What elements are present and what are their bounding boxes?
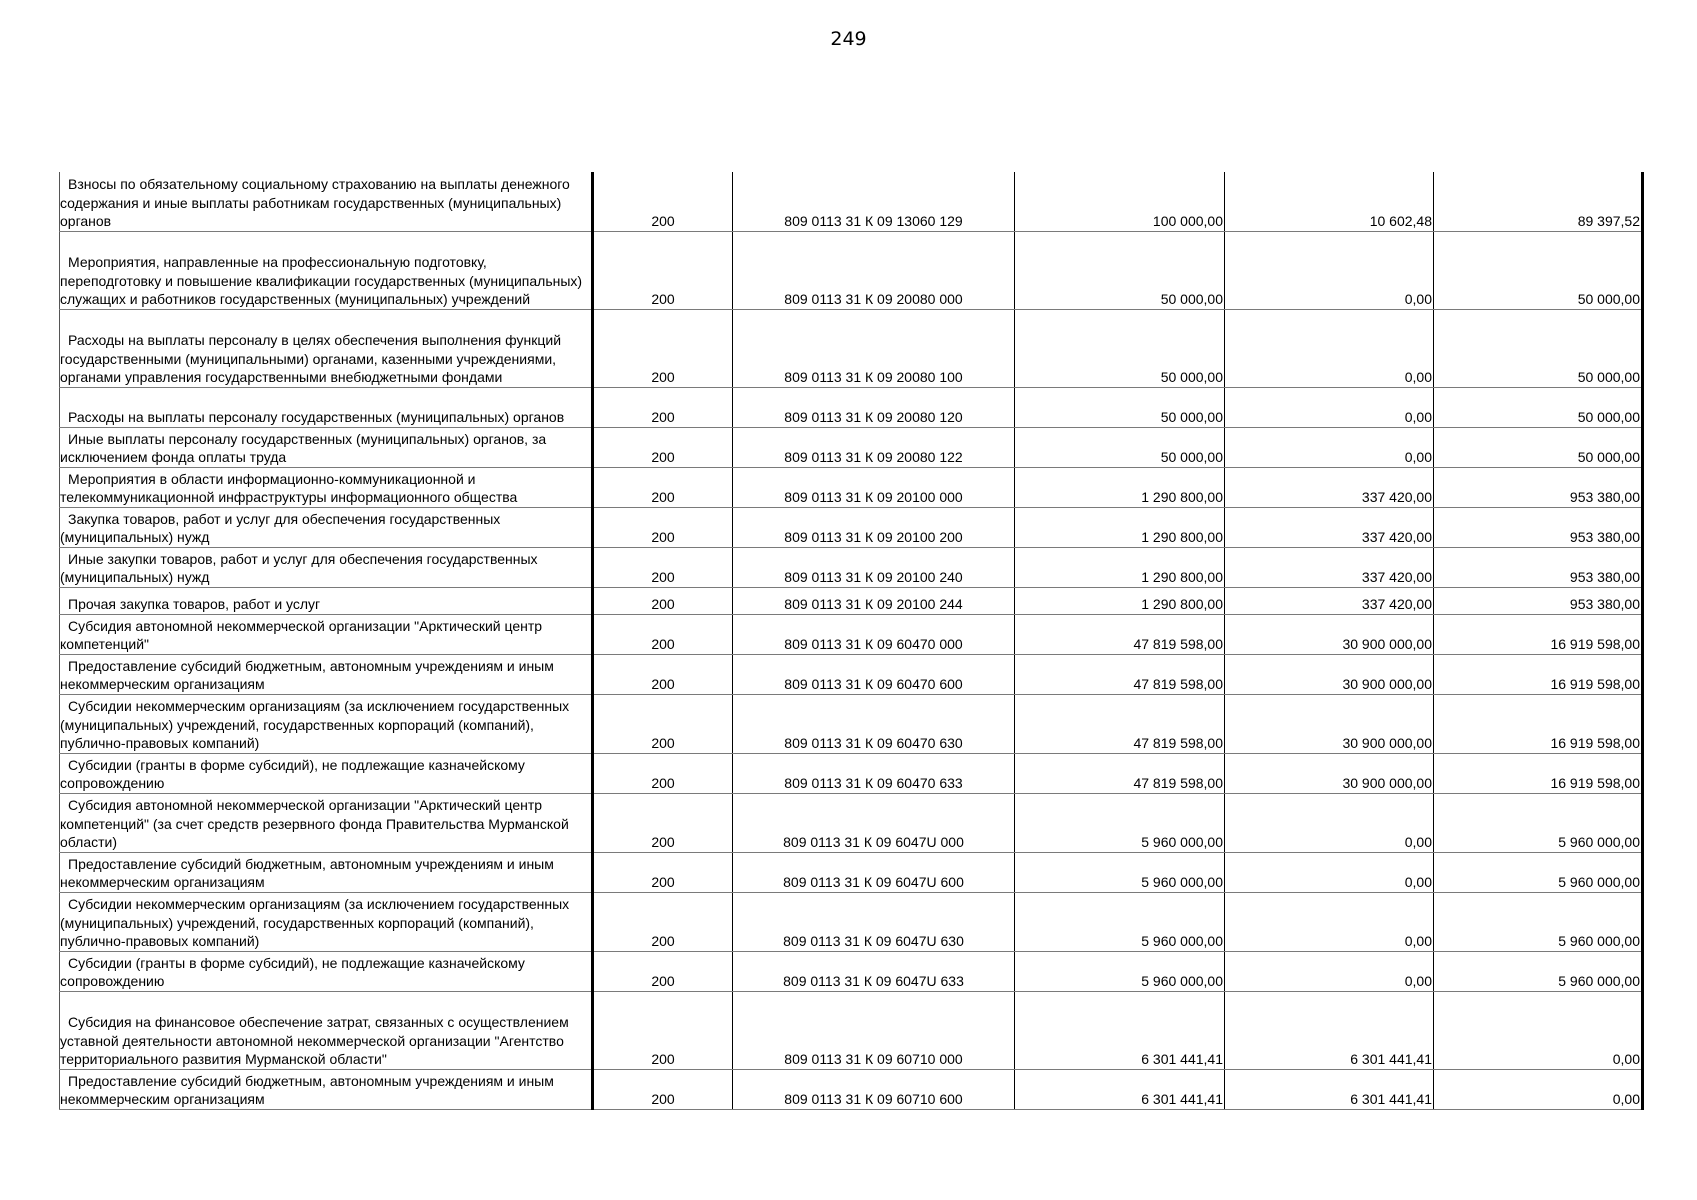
row-name: Взносы по обязательному социальному страхованию на выплаты денежного содержания и иные выплаты работникам государственных (муниципальных) органов [60, 172, 593, 231]
row-budget-code: 809 0113 31 К 09 13060 129 [733, 172, 1015, 231]
row-budget-code: 809 0113 31 К 09 60710 600 [733, 1069, 1015, 1109]
row-executed: 30 900 000,00 [1225, 694, 1434, 753]
table-row [60, 852, 1643, 892]
row-budget-code: 809 0113 31 К 09 60710 000 [733, 991, 1015, 1069]
table-row [60, 654, 1643, 694]
row-name: Прочая закупка товаров, работ и услуг [60, 587, 593, 614]
table-row [60, 694, 1643, 753]
row-executed: 6 301 441,41 [1225, 1069, 1434, 1109]
row-name: Субсидии некоммерческим организациям (за исключением государственных (муниципальных) учреждений, государственных корпораций (компаний), публично-правовых компаний) [60, 694, 593, 753]
row-name: Предоставление субсидий бюджетным, автономным учреждениям и иным некоммерческим организациям [60, 852, 593, 892]
row-name: Мероприятия, направленные на профессиональную подготовку, переподготовку и повышение квалификации государственных (муниципальных) служащих и работников государственных (муниципальных) учреждений [60, 231, 593, 309]
row-remaining: 16 919 598,00 [1434, 694, 1643, 753]
row-name: Иные закупки товаров, работ и услуг для обеспечения государственных (муниципальных) нужд [60, 547, 593, 587]
row-budget-code: 809 0113 31 К 09 6047U 633 [733, 951, 1015, 991]
row-remaining: 50 000,00 [1434, 309, 1643, 387]
budget-execution-table [59, 172, 1644, 1110]
row-name: Субсидии некоммерческим организациям (за исключением государственных (муниципальных) учреждений, государственных корпораций (компаний), публично-правовых компаний) [60, 892, 593, 951]
row-budget-code: 809 0113 31 К 09 6047U 000 [733, 793, 1015, 852]
row-name: Расходы на выплаты персоналу в целях обеспечения выполнения функций государственными (муниципальными) органами, казенными учреждениями, органами управления государственными внебюджетными фондами [60, 309, 593, 387]
row-budget-code: 809 0113 31 К 09 20100 244 [733, 587, 1015, 614]
row-plan: 50 000,00 [1015, 231, 1225, 309]
row-plan: 47 819 598,00 [1015, 654, 1225, 694]
row-line-code: 200 [593, 614, 733, 654]
row-executed: 10 602,48 [1225, 172, 1434, 231]
row-remaining: 953 380,00 [1434, 547, 1643, 587]
row-executed: 30 900 000,00 [1225, 614, 1434, 654]
row-line-code: 200 [593, 892, 733, 951]
row-plan: 50 000,00 [1015, 387, 1225, 427]
row-line-code: 200 [593, 753, 733, 793]
row-executed: 0,00 [1225, 387, 1434, 427]
row-line-code: 200 [593, 991, 733, 1069]
row-plan: 5 960 000,00 [1015, 793, 1225, 852]
row-executed: 0,00 [1225, 309, 1434, 387]
row-line-code: 200 [593, 231, 733, 309]
row-name: Субсидия на финансовое обеспечение затрат, связанных с осуществлением уставной деятельности автономной некоммерческой организации "Агентство территориального развития Мурманской области" [60, 991, 593, 1069]
table-row [60, 507, 1643, 547]
row-line-code: 200 [593, 852, 733, 892]
row-plan: 1 290 800,00 [1015, 467, 1225, 507]
row-line-code: 200 [593, 793, 733, 852]
row-remaining: 16 919 598,00 [1434, 654, 1643, 694]
table-row [60, 991, 1643, 1069]
table-row [60, 547, 1643, 587]
row-executed: 0,00 [1225, 852, 1434, 892]
row-executed: 0,00 [1225, 427, 1434, 467]
row-plan: 1 290 800,00 [1015, 587, 1225, 614]
row-line-code: 200 [593, 507, 733, 547]
row-budget-code: 809 0113 31 К 09 20080 120 [733, 387, 1015, 427]
row-remaining: 89 397,52 [1434, 172, 1643, 231]
row-remaining: 5 960 000,00 [1434, 852, 1643, 892]
row-executed: 337 420,00 [1225, 547, 1434, 587]
row-plan: 1 290 800,00 [1015, 547, 1225, 587]
table-row [60, 467, 1643, 507]
row-executed: 0,00 [1225, 951, 1434, 991]
row-line-code: 200 [593, 387, 733, 427]
row-remaining: 50 000,00 [1434, 427, 1643, 467]
row-line-code: 200 [593, 587, 733, 614]
row-line-code: 200 [593, 694, 733, 753]
table-row [60, 387, 1643, 427]
row-plan: 47 819 598,00 [1015, 694, 1225, 753]
row-line-code: 200 [593, 309, 733, 387]
row-name: Иные выплаты персоналу государственных (муниципальных) органов, за исключением фонда оплаты труда [60, 427, 593, 467]
row-name: Закупка товаров, работ и услуг для обеспечения государственных (муниципальных) нужд [60, 507, 593, 547]
row-plan: 47 819 598,00 [1015, 753, 1225, 793]
row-budget-code: 809 0113 31 К 09 60470 630 [733, 694, 1015, 753]
row-remaining: 16 919 598,00 [1434, 614, 1643, 654]
row-remaining: 50 000,00 [1434, 387, 1643, 427]
row-budget-code: 809 0113 31 К 09 20100 000 [733, 467, 1015, 507]
row-line-code: 200 [593, 467, 733, 507]
row-executed: 0,00 [1225, 231, 1434, 309]
row-name: Предоставление субсидий бюджетным, автономным учреждениям и иным некоммерческим организациям [60, 654, 593, 694]
row-executed: 6 301 441,41 [1225, 991, 1434, 1069]
row-plan: 1 290 800,00 [1015, 507, 1225, 547]
row-executed: 0,00 [1225, 892, 1434, 951]
row-remaining: 5 960 000,00 [1434, 951, 1643, 991]
row-line-code: 200 [593, 1069, 733, 1109]
table-row [60, 1069, 1643, 1109]
row-name: Субсидия автономной некоммерческой организации "Арктический центр компетенций" (за счет средств резервного фонда Правительства Мурманской области) [60, 793, 593, 852]
table-row [60, 172, 1643, 231]
row-plan: 50 000,00 [1015, 427, 1225, 467]
row-name: Мероприятия в области информационно-коммуникационной и телекоммуникационной инфраструктуры информационного общества [60, 467, 593, 507]
row-line-code: 200 [593, 654, 733, 694]
row-remaining: 953 380,00 [1434, 507, 1643, 547]
page-number: 249 [830, 28, 867, 50]
row-name: Субсидии (гранты в форме субсидий), не подлежащие казначейскому сопровождению [60, 951, 593, 991]
row-remaining: 5 960 000,00 [1434, 892, 1643, 951]
table-row [60, 231, 1643, 309]
row-name: Субсидия автономной некоммерческой организации "Арктический центр компетенций" [60, 614, 593, 654]
row-line-code: 200 [593, 427, 733, 467]
row-plan: 50 000,00 [1015, 309, 1225, 387]
row-remaining: 0,00 [1434, 991, 1643, 1069]
row-name: Предоставление субсидий бюджетным, автономным учреждениям и иным некоммерческим организациям [60, 1069, 593, 1109]
row-remaining: 953 380,00 [1434, 587, 1643, 614]
row-line-code: 200 [593, 172, 733, 231]
table-row [60, 951, 1643, 991]
row-budget-code: 809 0113 31 К 09 60470 633 [733, 753, 1015, 793]
row-name: Субсидии (гранты в форме субсидий), не подлежащие казначейскому сопровождению [60, 753, 593, 793]
row-executed: 337 420,00 [1225, 467, 1434, 507]
row-plan: 5 960 000,00 [1015, 852, 1225, 892]
row-budget-code: 809 0113 31 К 09 20080 000 [733, 231, 1015, 309]
row-executed: 337 420,00 [1225, 507, 1434, 547]
table-row [60, 892, 1643, 951]
row-executed: 30 900 000,00 [1225, 654, 1434, 694]
row-budget-code: 809 0113 31 К 09 60470 600 [733, 654, 1015, 694]
row-plan: 5 960 000,00 [1015, 951, 1225, 991]
table-row [60, 753, 1643, 793]
row-budget-code: 809 0113 31 К 09 20100 200 [733, 507, 1015, 547]
row-remaining: 50 000,00 [1434, 231, 1643, 309]
row-line-code: 200 [593, 547, 733, 587]
row-remaining: 0,00 [1434, 1069, 1643, 1109]
row-budget-code: 809 0113 31 К 09 20100 240 [733, 547, 1015, 587]
table-row [60, 587, 1643, 614]
table-row [60, 793, 1643, 852]
row-budget-code: 809 0113 31 К 09 6047U 630 [733, 892, 1015, 951]
row-budget-code: 809 0113 31 К 09 60470 000 [733, 614, 1015, 654]
row-executed: 0,00 [1225, 793, 1434, 852]
row-budget-code: 809 0113 31 К 09 20080 122 [733, 427, 1015, 467]
table-row [60, 309, 1643, 387]
row-plan: 6 301 441,41 [1015, 991, 1225, 1069]
row-budget-code: 809 0113 31 К 09 6047U 600 [733, 852, 1015, 892]
table-row [60, 427, 1643, 467]
row-executed: 30 900 000,00 [1225, 753, 1434, 793]
row-plan: 6 301 441,41 [1015, 1069, 1225, 1109]
row-budget-code: 809 0113 31 К 09 20080 100 [733, 309, 1015, 387]
row-name: Расходы на выплаты персоналу государственных (муниципальных) органов [60, 387, 593, 427]
row-remaining: 16 919 598,00 [1434, 753, 1643, 793]
table-row [60, 614, 1643, 654]
row-executed: 337 420,00 [1225, 587, 1434, 614]
row-plan: 5 960 000,00 [1015, 892, 1225, 951]
row-remaining: 5 960 000,00 [1434, 793, 1643, 852]
row-remaining: 953 380,00 [1434, 467, 1643, 507]
row-line-code: 200 [593, 951, 733, 991]
row-plan: 100 000,00 [1015, 172, 1225, 231]
row-plan: 47 819 598,00 [1015, 614, 1225, 654]
